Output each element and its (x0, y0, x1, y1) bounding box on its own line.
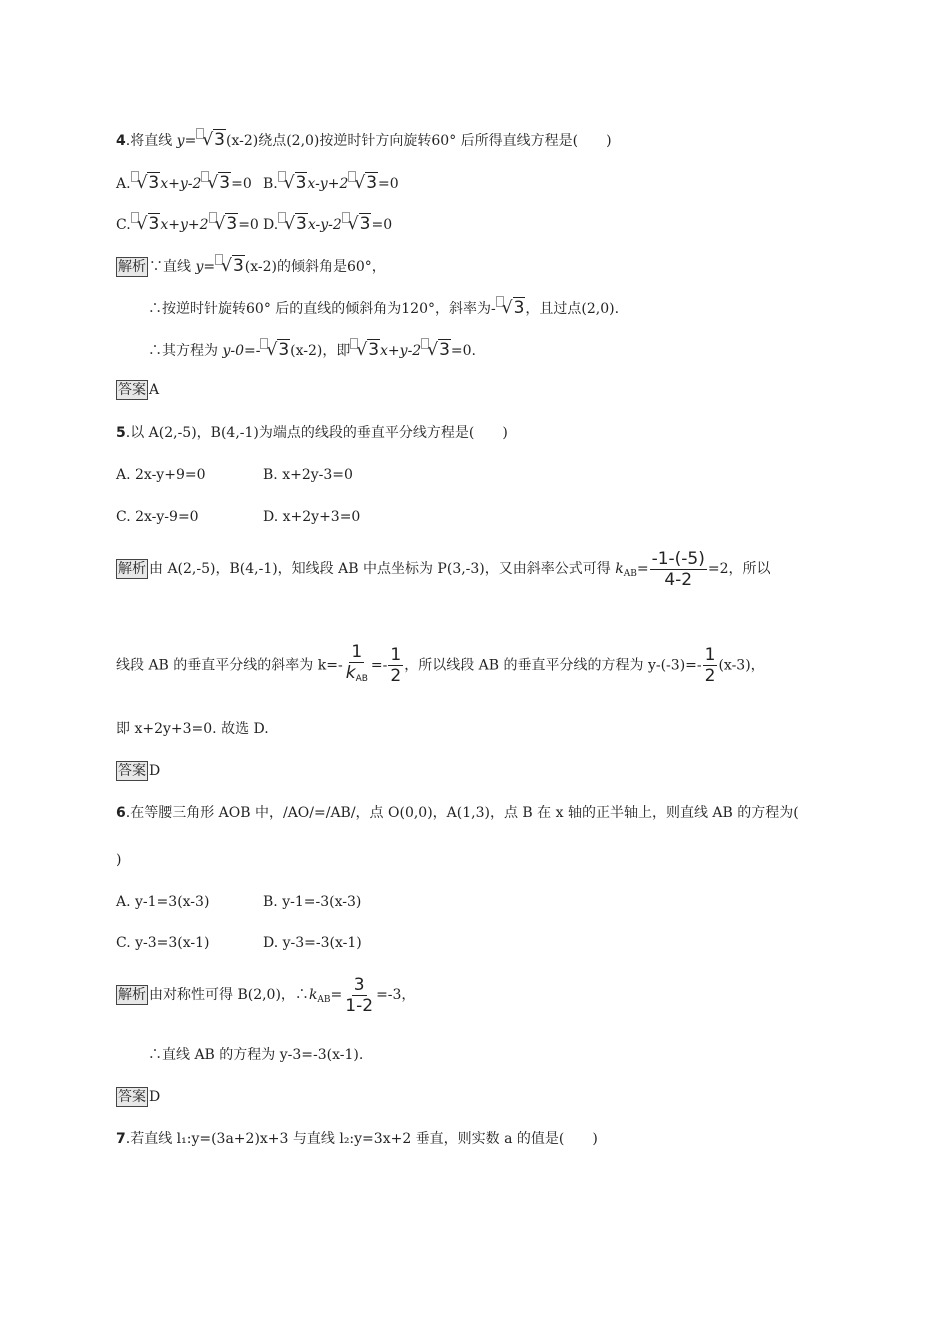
q5-stem: 5.以 A(2,-5)，B(4,-1)为端点的线段的垂直平分线方程是( ) (116, 425, 508, 441)
slope-fraction: $\frac{-1-(-5)}{4-2}$ (651, 548, 705, 590)
q5-solution-line-3: 即 x+2y+3=0. 故选 D. (116, 721, 269, 737)
sqrt-symbol: √3 (342, 212, 372, 234)
fraction-half: $\frac{1}{2}$ (704, 645, 716, 686)
q6-solution-line-2: ∴直线 AB 的方程为 y-3=-3(x-1). (148, 1047, 364, 1063)
q5-option-c: C. 2x-y-9=0 (116, 509, 199, 525)
q5-option-d: D. x+2y+3=0 (263, 509, 361, 525)
sqrt-symbol: √3 (201, 171, 231, 193)
q4-solution-line-2: ∴按逆时针旋转60° 后的直线的倾斜角为120°，斜率为- √3，且过点(2,0). (148, 298, 620, 318)
q4-option-d: D. √3x-y-2 √3=0 (263, 214, 393, 234)
answer-tag: 答案 (118, 1089, 146, 1105)
q6-option-b: B. y-1=-3(x-3) (263, 894, 362, 910)
fraction-1-over-kab: $\frac{1}{k_{AB}}$ (345, 642, 368, 684)
sqrt-symbol: √3 (278, 171, 308, 193)
slope-fraction: $\frac{3}{1-2}$ (345, 974, 374, 1016)
q4-option-b: B. √3x-y+2 √3=0 (263, 173, 399, 193)
q6-number: 6 (116, 805, 126, 821)
q6-solution-line-1: 解析 由对称性可得 B(2,0)，$\therefore k_{AB}=$ $\frac{3}{1-2}$ =-3， (118, 974, 416, 1016)
sqrt-symbol: √3 (215, 254, 245, 276)
q5-option-a: A. 2x-y+9=0 (116, 467, 206, 483)
q6-stem-continued: ) (116, 852, 122, 868)
sqrt-symbol: √3 (196, 128, 226, 150)
q4-number: 4 (116, 133, 126, 149)
solution-tag: 解析 (118, 987, 146, 1003)
answer-tag: 答案 (118, 382, 146, 398)
sqrt-symbol: √3 (421, 338, 451, 360)
q6-stem: 6.在等腰三角形 AOB 中，/AO/=/AB/，点 O(0,0)，A(1,3)，点 B 在 x 轴的正半轴上，则直线 AB 的方程为( (116, 805, 799, 821)
sqrt-symbol: √3 (496, 296, 526, 318)
sqrt-symbol: √3 (278, 212, 308, 234)
q5-number: 5 (116, 425, 126, 441)
q7-number: 7 (116, 1131, 126, 1147)
q6-option-d: D. y-3=-3(x-1) (263, 935, 362, 951)
sqrt-symbol: √3 (131, 171, 161, 193)
sqrt-symbol: √3 (350, 338, 380, 360)
fraction-half: $\frac{1}{2}$ (390, 645, 402, 686)
q4-stem: 4.将直线 y= √3(x-2)绕点(2,0)按逆时针方向旋转60° 后所得直线方程是( ) (116, 130, 612, 150)
q4-option-c: C. √3x+y+2 √3=0 (116, 214, 259, 234)
sqrt-symbol: √3 (260, 338, 290, 360)
q5-solution-line-1: 解析 由 A(2,-5)，B(4,-1)，知线段 AB 中点坐标为 P(3,-3)，又由斜率公式可得 $k_{AB}=$ $\frac{-1-(-5)}{4-2}$ =2，所以 (118, 548, 771, 590)
solution-tag: 解析 (118, 561, 146, 577)
q4-solution-line-3: ∴其方程为 y-0=- √3(x-2)，即 √3x+y-2 √3=0. (148, 340, 476, 360)
q6-option-c: C. y-3=3(x-1) (116, 935, 210, 951)
q4-answer: 答案 A (118, 382, 160, 398)
q6-answer: 答案 D (118, 1089, 161, 1105)
q6-option-a: A. y-1=3(x-3) (116, 894, 210, 910)
sqrt-symbol: √3 (348, 171, 378, 193)
q5-option-b: B. x+2y-3=0 (263, 467, 353, 483)
answer-tag: 答案 (118, 763, 146, 779)
q4-option-a: A. √3x+y-2 √3=0 (116, 173, 252, 193)
q7-stem: 7.若直线 l₁:y=(3a+2)x+3 与直线 l₂:y=3x+2 垂直，则实数 a 的值是( ) (116, 1131, 598, 1147)
q4-solution-line-1: 解析 ∵直线 y= √3(x-2)的倾斜角是60°， (118, 256, 386, 276)
sqrt-symbol: √3 (209, 212, 239, 234)
sqrt-symbol: √3 (131, 212, 161, 234)
q5-solution-line-2: 线段 AB 的垂直平分线的斜率为 k=- $\frac{1}{k_{AB}}$ =- $\frac{1}{2}$ ，所以线段 AB 的垂直平分线的方程为 y-(-3)=- $\frac{1}{2}$ (x-3)， (116, 642, 765, 689)
q5-answer: 答案 D (118, 763, 161, 779)
solution-tag: 解析 (118, 259, 146, 275)
